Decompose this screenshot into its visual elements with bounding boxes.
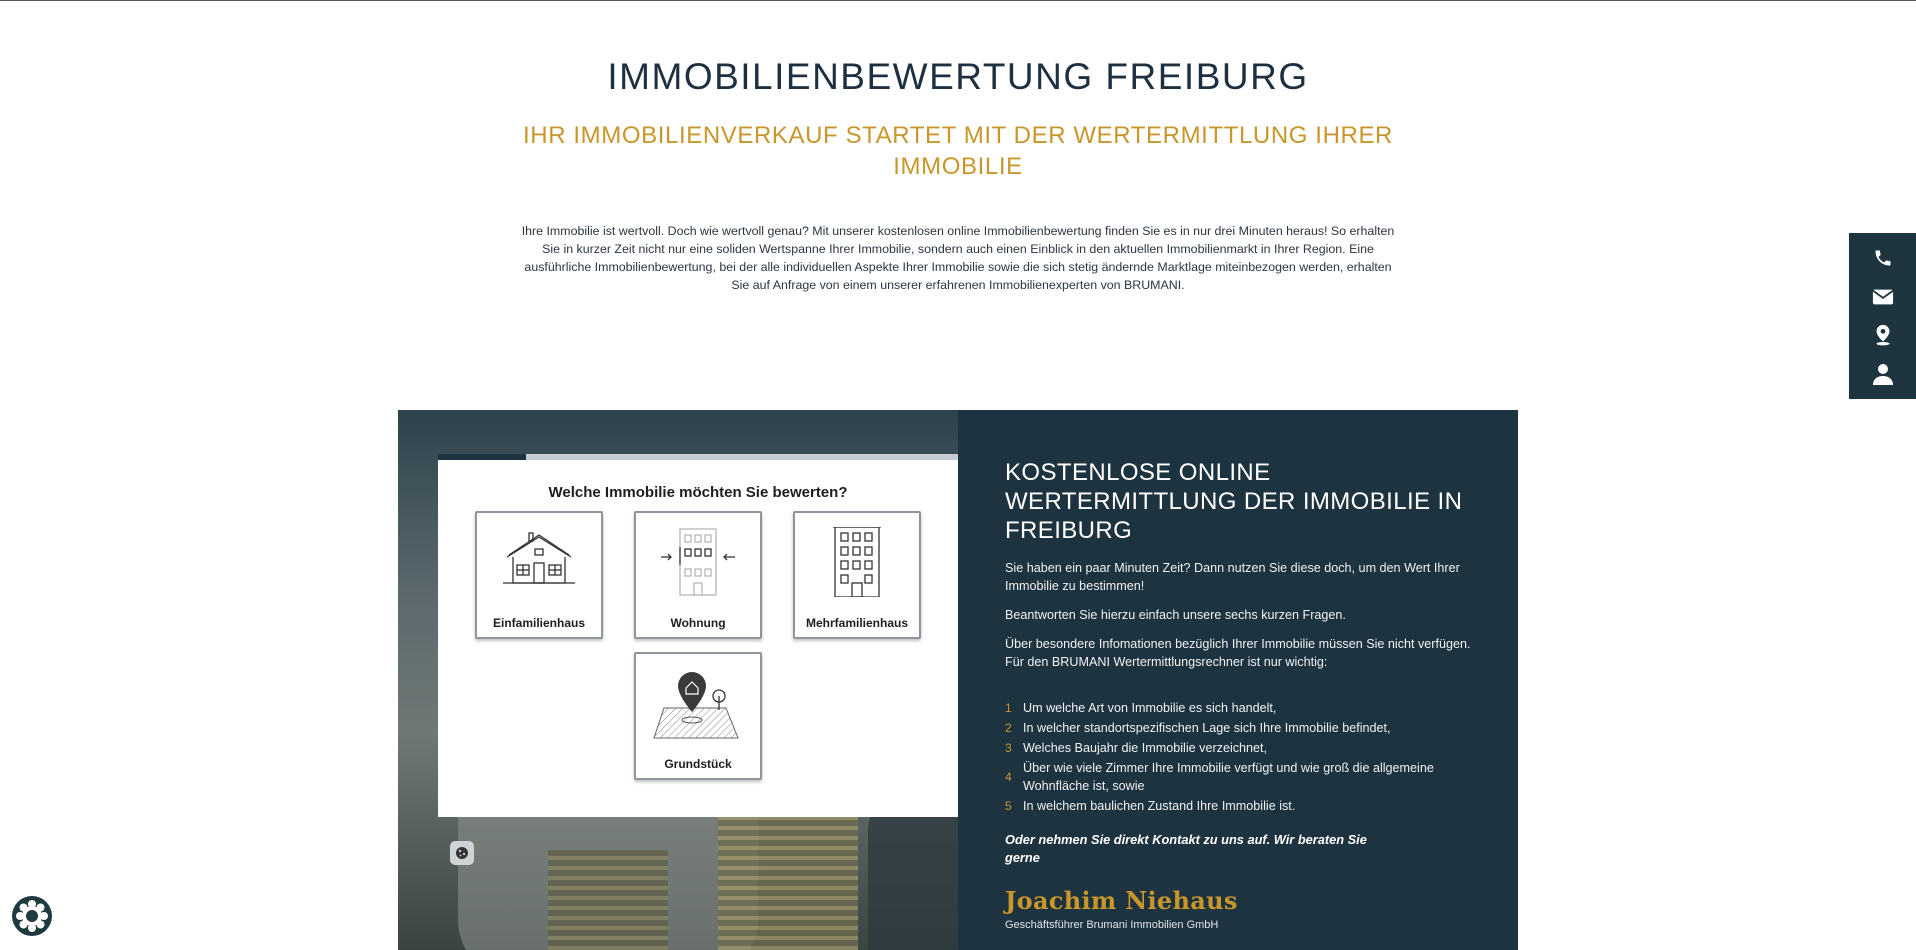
option-wohnung[interactable] bbox=[634, 511, 762, 639]
top-border bbox=[0, 0, 1916, 1]
intro-text: Ihre Immobilie ist wertvoll. Doch wie wertvoll genau? Mit unserer kostenlosen online Immobilienbewertung finden Sie es in nur drei Minuten heraus! So erhalten Sie in kurzer Zeit nicht nur eine soliden Wertspanne Ihrer Immobilie, sondern auch einen Einblick in den aktuellen Immobilienmarkt in Ihrer Region. Eine ausführliche Immobilienbewertung, bei der alle individuellen Aspekte Ihrer Immobilie sowie die sich stetig ändernde Marktlage miteinbezogen werden, erhalten Sie auf Anfrage von einem unserer erfahrenen Immobilienexperten von BRUMANI. bbox=[521, 224, 1395, 292]
apartment-icon bbox=[658, 527, 738, 597]
option-label: Grundstück bbox=[664, 757, 732, 771]
contact-role: Geschäftsführer Brumani Immobilien GmbH bbox=[1005, 919, 1219, 931]
contact-name: Joachim Niehaus bbox=[1005, 886, 1238, 915]
list-item: 4 Über wie viele Zimmer Ihre Immobilie verfügt und wie groß die allgemeine Wohnfläche ist, sowie bbox=[1005, 761, 1434, 793]
cookie-consent-button[interactable] bbox=[12, 896, 52, 936]
gear-cookie-icon bbox=[15, 899, 49, 933]
info-panel bbox=[958, 410, 1518, 950]
option-einfamilienhaus[interactable] bbox=[475, 511, 603, 639]
page-subtitle: IHR IMMOBILIENVERKAUF STARTET MIT DER WERTERMITTLUNG IHRER IMMOBILIE bbox=[523, 122, 1393, 180]
list-item: 2 In welcher standortspezifischen Lage sich Ihre Immobilie befindet, bbox=[1005, 721, 1391, 735]
contact-note: Oder nehmen Sie direkt Kontakt zu uns auf. Wir beraten Sie gerne bbox=[1005, 832, 1367, 865]
info-paragraph-3: Über besondere Infomationen bezüglich Ihrer Immobilie müssen Sie nicht verfügen. Für den BRUMANI Wertermittlungsrechner ist nur wichtig: bbox=[1005, 637, 1471, 669]
person-icon[interactable] bbox=[1868, 359, 1898, 389]
wizard-question: Welche Immobilie möchten Sie bewerten? bbox=[548, 484, 848, 501]
option-label: Einfamilienhaus bbox=[492, 616, 586, 630]
option-grundstueck[interactable] bbox=[634, 652, 762, 780]
info-heading: KOSTENLOSE ONLINE WERTERMITTLUNG DER IMMOBILIE IN FREIBURG bbox=[1005, 459, 1463, 544]
list-item: 1 Um welche Art von Immobilie es sich handelt, bbox=[1005, 701, 1277, 715]
list-item: 5 In welchem baulichen Zustand Ihre Immobilie ist. bbox=[1005, 799, 1296, 813]
option-label: Mehrfamilienhaus bbox=[805, 616, 909, 630]
option-label: Wohnung bbox=[670, 616, 726, 630]
mail-icon[interactable] bbox=[1868, 282, 1898, 312]
plot-icon bbox=[652, 668, 742, 740]
valuation-section bbox=[398, 410, 1518, 950]
multi-family-icon bbox=[817, 527, 897, 597]
house-icon bbox=[499, 527, 579, 597]
background-coins-left bbox=[548, 850, 668, 950]
list-item: 3 Welches Baujahr die Immobilie verzeichnet, bbox=[1005, 741, 1268, 755]
phone-icon[interactable] bbox=[1868, 243, 1898, 273]
info-paragraph-1: Sie haben ein paar Minuten Zeit? Dann nutzen Sie diese doch, um den Wert Ihrer Immobilie zu bestimmen! bbox=[1005, 561, 1460, 593]
side-contact-bar bbox=[1849, 233, 1916, 399]
cookie-settings-button[interactable] bbox=[450, 841, 474, 865]
requirements-list bbox=[1005, 699, 1475, 817]
cookie-icon bbox=[455, 846, 469, 860]
option-mehrfamilienhaus[interactable] bbox=[793, 511, 921, 639]
wizard-background bbox=[398, 410, 958, 950]
info-paragraph-2: Beantworten Sie hierzu einfach unsere sechs kurzen Fragen. bbox=[1005, 608, 1346, 622]
page-title: IMMOBILIENBEWERTUNG FREIBURG bbox=[607, 56, 1309, 97]
location-icon[interactable] bbox=[1868, 320, 1898, 350]
valuation-wizard bbox=[438, 460, 958, 817]
